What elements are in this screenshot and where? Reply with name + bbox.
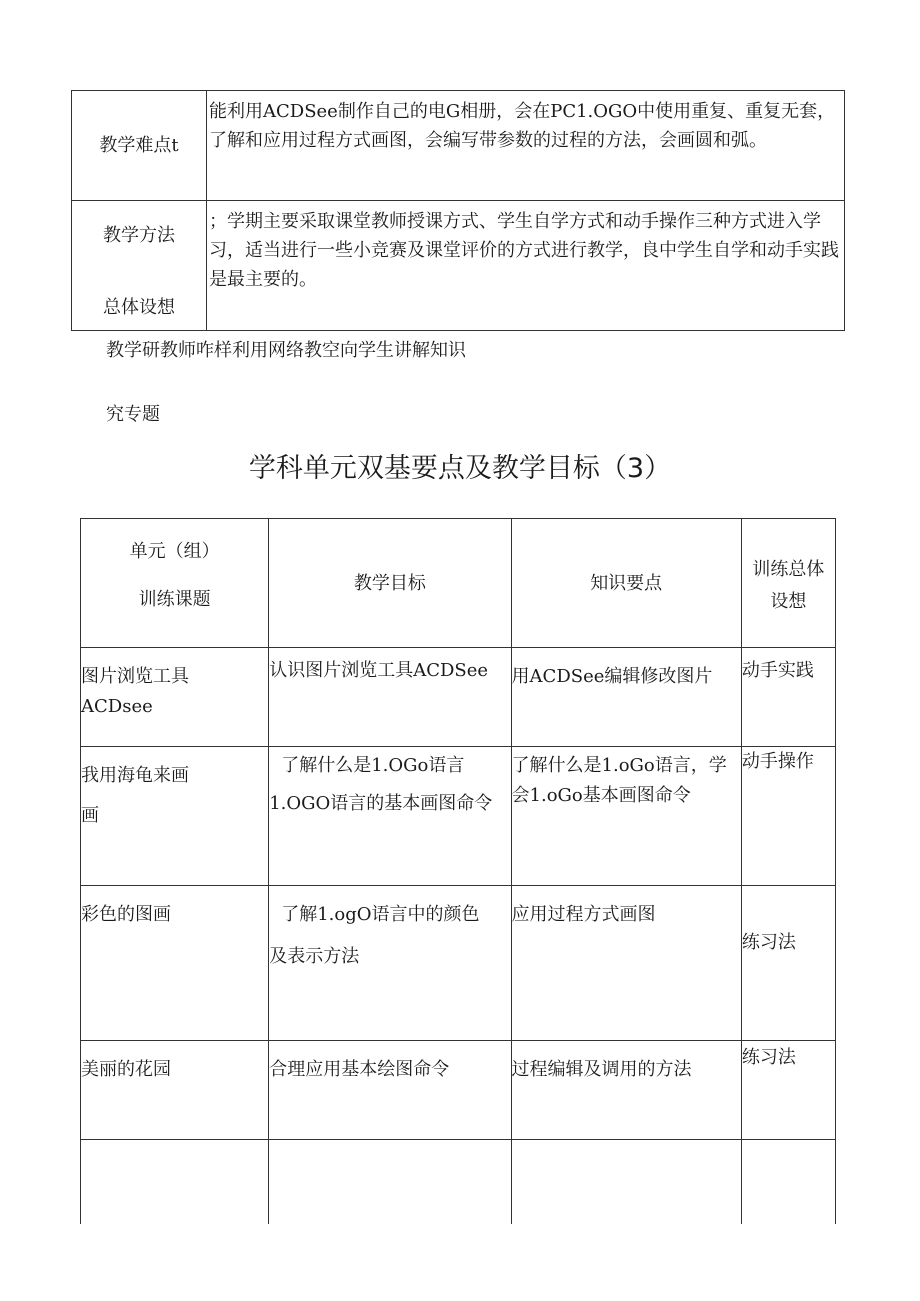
row5-unit (81, 1140, 269, 1225)
row1-unit-line2: ACDsee (81, 696, 153, 717)
top-table (71, 90, 845, 331)
row2-unit (81, 747, 269, 886)
row2-goal-line1: 了解什么是1.OGo语言 (281, 755, 465, 776)
table-row-empty (81, 1140, 836, 1225)
row1-goal: 认识图片浏览工具ACDSee (269, 648, 511, 747)
method-text: ；学期主要采取课堂教师授课方式、学生自学方式和动手操作三种方式进入学习，适当进行一些小竞赛及课堂评价的方式进行教学，良中学生自学和动手实践是最主要的。 (207, 201, 845, 331)
table-row (81, 886, 836, 1041)
row1-unit (81, 648, 269, 747)
table-row (81, 648, 836, 747)
header-unit-line2: 训练课题 (138, 589, 211, 610)
header-unit-line1: 单元（组） (129, 541, 220, 562)
header-points-text: 知识要点 (590, 573, 663, 594)
research-note-line2: 究专题 (106, 404, 160, 425)
header-plan-line1: 训练总体 (752, 559, 825, 580)
row1-plan: 动手实践 (741, 648, 835, 747)
method-label-cell (72, 201, 207, 331)
row4-goal: 合理应用基本绘图命令 (269, 1041, 511, 1140)
table-row (81, 1041, 836, 1140)
difficulty-text: 能利用ACDSee制作自己的电G相册，会在PC1.OGO中使用重复、重复无套，了解和应用过程方式画图，会编写带参数的过程的方法，会画圆和弧。 (207, 91, 845, 201)
row2-goal-line2: 1.OGO语言的基本画图命令 (269, 793, 493, 814)
header-plan-line2: 设想 (770, 591, 807, 612)
method-label: 教学方法 (103, 225, 175, 246)
overall-label: 总体设想 (103, 297, 175, 318)
row5-points (511, 1140, 741, 1225)
row3-goal-line2: 及表示方法 (269, 946, 360, 967)
row5-goal (269, 1140, 511, 1225)
row2-unit-line2: 画 (81, 805, 99, 826)
header-goal-text: 教学目标 (353, 573, 426, 594)
row4-points: 过程编辑及调用的方法 (511, 1041, 741, 1140)
row3-goal-line1: 了解1.ogO语言中的颜色 (281, 904, 480, 925)
difficulty-row (72, 91, 845, 201)
header-goal (269, 519, 511, 648)
table-row (81, 747, 836, 886)
row3-plan: 练习法 (741, 886, 835, 1041)
row2-unit-line1: 我用海龟来画 (81, 765, 189, 786)
row3-unit: 彩色的图画 (81, 886, 269, 1041)
row2-plan: 动手操作 (741, 747, 835, 886)
research-note-line1: 教学研教师咋样利用网络教空向学生讲解知识 (106, 340, 466, 361)
method-row (72, 201, 845, 331)
header-unit (81, 519, 269, 648)
header-points (511, 519, 741, 648)
header-plan (741, 519, 835, 648)
unit-table (80, 518, 836, 1224)
row4-unit: 美丽的花园 (81, 1041, 269, 1140)
row1-unit-line1: 图片浏览工具 (81, 666, 189, 687)
table-header-row (81, 519, 836, 648)
row5-plan (741, 1140, 835, 1225)
page-heading: 学科单元双基要点及教学目标（3） (248, 453, 672, 484)
row3-goal (269, 886, 511, 1041)
row1-points: 用ACDSee编辑修改图片 (511, 648, 741, 747)
row2-goal (269, 747, 511, 886)
difficulty-label-cell (72, 91, 207, 201)
row2-points: 了解什么是1.oGo语言，学会1.oGo基本画图命令 (511, 747, 741, 886)
row3-points: 应用过程方式画图 (511, 886, 741, 1041)
row4-plan: 练习法 (741, 1041, 835, 1140)
difficulty-label: 教学难点t (99, 135, 179, 156)
